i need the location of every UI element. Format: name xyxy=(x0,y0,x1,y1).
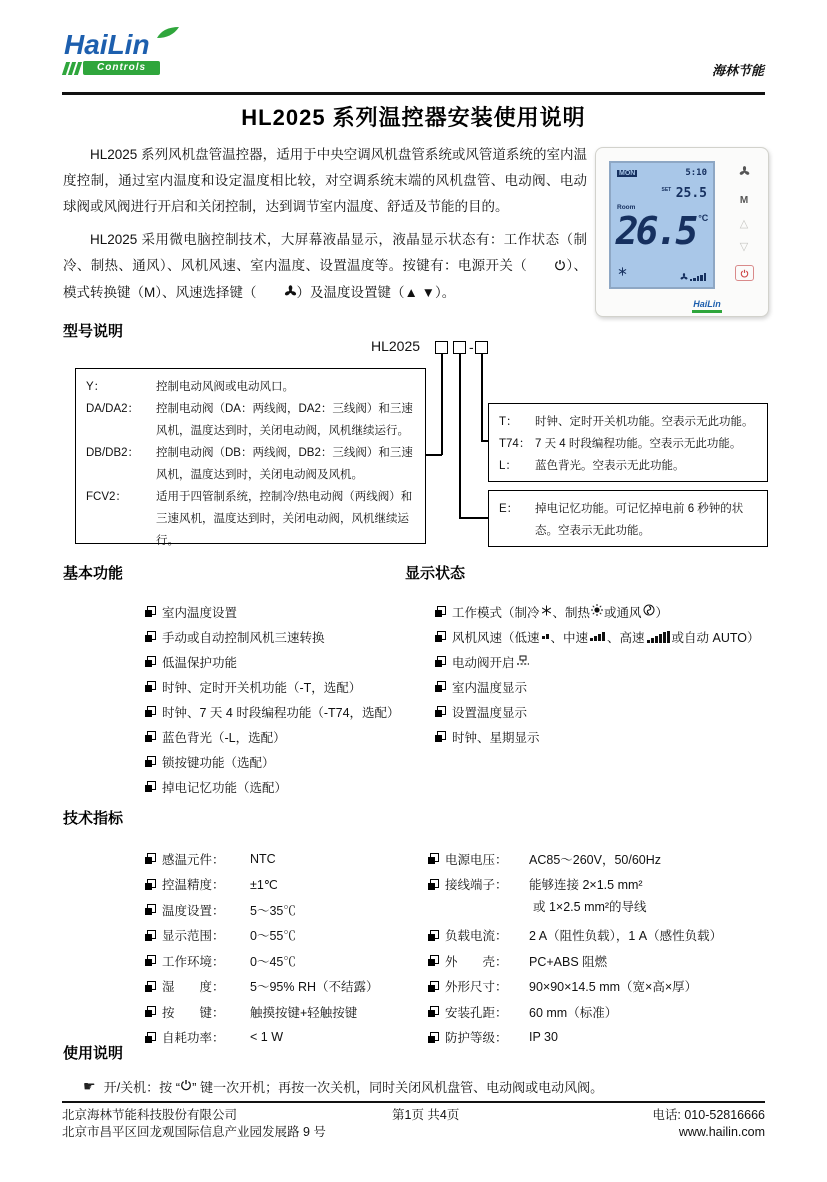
option-desc: 控制电动阀（DB：两线阀，DB2：三线阀）和三速风机，温度达到时，关闭电动阀及风机。 xyxy=(156,447,413,481)
fan-speed-high-icon xyxy=(647,631,670,643)
option-code: E： xyxy=(499,503,519,515)
bullet-icon xyxy=(145,631,156,642)
spec-row xyxy=(145,923,425,949)
mode-key: M xyxy=(739,195,749,206)
feature-text: 低温保护功能 xyxy=(162,655,238,670)
feature-text: 蓝色背光（-L，选配） xyxy=(162,730,286,745)
spec-label: 温度设置： xyxy=(162,903,225,918)
option-desc: 蓝色背光。空表示无此功能。 xyxy=(535,460,685,472)
bullet-icon xyxy=(145,981,156,992)
spec-label: 显示范围： xyxy=(162,929,225,944)
pointing-hand-icon: ☛ xyxy=(83,1078,96,1094)
spec-label: 接线端子： xyxy=(445,878,508,893)
footer-company: 北京海林节能科技股份有限公司 xyxy=(62,1108,238,1122)
option-code: DB/DB2： xyxy=(86,447,140,459)
feature-text: 锁按键功能（选配） xyxy=(162,755,275,770)
section-basic-functions xyxy=(63,562,408,799)
feature-text: 工作模式（制冷 xyxy=(452,605,540,620)
lcd-status-row xyxy=(618,263,706,281)
footer-phone: 电话: 010-52816666 xyxy=(652,1108,765,1122)
cool-snowflake-icon xyxy=(541,605,552,619)
device-brand xyxy=(692,300,722,313)
model-diagram xyxy=(75,338,775,556)
bullet-icon xyxy=(145,681,156,692)
bullet-icon xyxy=(145,781,156,792)
fan-key-icon xyxy=(739,164,750,182)
option-code: L： xyxy=(499,460,517,472)
option-desc: 时钟、定时开关机功能。空表示无此功能。 xyxy=(535,416,754,428)
spec-row xyxy=(428,974,773,1000)
logo-wordmark: HaiLin xyxy=(64,29,150,60)
intro-p2-seg1: HL2025 采用微电脑控制技术，大屏幕液晶显示，液晶显示状态有：工作状态（制冷、制热、通风）、风机风速、室内温度、设置温度等。按键有：电源开关（ xyxy=(63,232,587,273)
usage-item xyxy=(83,1077,773,1096)
bullet-icon xyxy=(435,606,446,617)
feature-text: 室内温度设置 xyxy=(162,605,238,620)
model-option-row xyxy=(86,398,415,442)
feature-text: 、高速 xyxy=(607,630,645,645)
spec-value: 90×90×14.5 mm（宽×高×厚） xyxy=(529,980,698,995)
bullet-icon xyxy=(145,955,156,966)
lcd-set-value: 25.5 xyxy=(675,186,707,201)
section-heading-usage: 使用说明 xyxy=(63,1045,124,1062)
spec-label: 湿 度： xyxy=(162,980,225,995)
footer-website: www.hailin.com xyxy=(678,1125,765,1139)
lcd-temp-value: 26.5 xyxy=(615,209,696,253)
spec-value: < 1 W xyxy=(250,1030,283,1045)
spec-value: IP 30 xyxy=(529,1030,558,1045)
model-left-box xyxy=(75,368,426,547)
header-rule xyxy=(62,92,765,95)
spec-label: 外 壳： xyxy=(445,954,508,969)
footer-address: 北京市昌平区回龙观国际信息产业园发展路 9 号 xyxy=(62,1125,326,1139)
feature-item xyxy=(145,724,408,749)
page-title: HL2025 系列温控器安装使用说明 xyxy=(241,105,586,130)
bullet-icon xyxy=(145,930,156,941)
logo-controls-label: Controls xyxy=(83,61,160,75)
section-heading-model: 型号说明 xyxy=(63,323,124,340)
spec-value: 2 A（阻性负载），1 A（感性负载） xyxy=(529,929,723,944)
feature-text: 电动阀开启 xyxy=(452,655,515,670)
footer-contact-block xyxy=(585,1107,765,1141)
spec-label: 自耗功率： xyxy=(162,1031,225,1046)
footer-company-block xyxy=(62,1107,392,1141)
lcd-temp-unit: °C xyxy=(698,213,709,223)
feature-text: 、制热 xyxy=(552,605,591,620)
model-option-row xyxy=(86,376,415,398)
footer-page-number: 第1页 共4页 xyxy=(392,1108,460,1122)
connector-line xyxy=(481,354,483,441)
feature-item xyxy=(145,699,408,724)
bullet-icon xyxy=(428,930,439,941)
bullet-icon xyxy=(145,731,156,742)
spec-value: 0～45℃ xyxy=(250,954,296,969)
feature-item xyxy=(435,599,795,624)
connector-line xyxy=(441,354,443,455)
lcd-snowflake-icon xyxy=(618,263,627,281)
tagline: 海林节能 xyxy=(711,63,764,78)
feature-text: 手动或自动控制风机三速转换 xyxy=(162,630,325,645)
bullet-icon xyxy=(428,1006,439,1017)
spec-label: 防护等级： xyxy=(445,1031,508,1046)
spec-value-line2: 或 1×2.5 mm²的导线 xyxy=(533,900,647,914)
model-option-row xyxy=(499,433,757,455)
connector-line xyxy=(459,354,461,518)
tech-left-column xyxy=(145,846,425,1050)
spec-row xyxy=(428,999,773,1025)
feature-text: ） xyxy=(655,605,669,620)
bullet-icon xyxy=(428,981,439,992)
option-desc: 掉电记忆功能。可记忆掉电前 6 秒钟的状态。空表示无此功能。 xyxy=(535,503,744,537)
option-code: Y： xyxy=(86,381,106,393)
bullet-icon xyxy=(435,631,446,642)
lcd-day: MON xyxy=(619,169,636,177)
spec-label: 外形尺寸： xyxy=(445,980,508,995)
feature-text: 室内温度显示 xyxy=(452,680,528,695)
feature-item xyxy=(435,674,795,699)
usage-text: ” 键一次开机；再按一次关机，同时关闭风机盘管、电动阀或电动风阀。 xyxy=(192,1080,604,1095)
spec-row xyxy=(145,999,425,1025)
feature-text: 时钟、定时开关机功能（-T，选配） xyxy=(162,680,362,695)
model-code-box-2 xyxy=(453,341,466,354)
device-brand-bar xyxy=(692,310,722,313)
spec-row xyxy=(428,948,773,974)
section-heading-display: 显示状态 xyxy=(405,565,466,582)
lcd-room-label: Room xyxy=(617,204,636,211)
lcd-fan-speed-indicator xyxy=(680,273,707,281)
vent-fan-icon xyxy=(643,604,655,619)
feature-text: 设置温度显示 xyxy=(452,705,528,720)
model-code-box-3 xyxy=(475,341,488,354)
feature-item xyxy=(145,649,408,674)
spec-value: 触摸按键+轻触按键 xyxy=(250,1005,358,1020)
feature-item xyxy=(435,724,795,749)
bullet-icon xyxy=(145,606,156,617)
up-key: △ xyxy=(739,218,749,230)
lcd-fan-bars-icon xyxy=(690,273,707,281)
option-desc: 7 天 4 时段编程功能。空表示无此功能。 xyxy=(535,438,742,450)
thermostat-buttons xyxy=(727,164,761,281)
feature-text: 掉电记忆功能（选配） xyxy=(162,780,288,795)
model-code-box-1 xyxy=(435,341,448,354)
usage-text: 开/关机：按 “ xyxy=(103,1080,181,1095)
model-option-row xyxy=(499,411,757,433)
spec-label: 负载电流： xyxy=(445,929,508,944)
model-option-row xyxy=(499,498,757,542)
bullet-icon xyxy=(435,656,446,667)
bullet-icon xyxy=(428,853,439,864)
spec-row xyxy=(145,846,425,872)
page-footer xyxy=(62,1101,765,1141)
section-usage xyxy=(63,1042,773,1096)
power-icon xyxy=(527,254,566,280)
feature-text: 或自动 AUTO） xyxy=(671,630,760,645)
intro-paragraph-2 xyxy=(63,227,587,307)
fan-icon xyxy=(257,281,297,307)
connector-line xyxy=(426,454,442,456)
spec-label: 按 键： xyxy=(162,1005,225,1020)
heat-sun-icon xyxy=(591,604,603,619)
spec-row xyxy=(428,872,773,898)
section-tech-specs xyxy=(63,807,773,1046)
hailin-logo xyxy=(64,30,214,92)
feature-text: 风机风速（低速 xyxy=(452,630,540,645)
bullet-icon xyxy=(435,681,446,692)
option-code: T： xyxy=(499,416,518,428)
logo-stripes-icon xyxy=(64,62,80,75)
spec-value: 5～35℃ xyxy=(250,903,296,918)
section-heading-tech: 技术指标 xyxy=(63,810,124,827)
model-option-row xyxy=(86,486,415,552)
feature-item xyxy=(435,624,795,649)
spec-value: 60 mm（标准） xyxy=(529,1005,618,1020)
spec-label: 感温元件： xyxy=(162,852,225,867)
bullet-icon xyxy=(145,879,156,890)
feature-text: 或通风 xyxy=(604,605,642,620)
device-brand-word: HaiLin xyxy=(693,299,721,309)
model-right-box-2 xyxy=(488,490,768,547)
model-option-row xyxy=(499,455,757,477)
feature-text: 、中速 xyxy=(550,630,589,645)
power-icon xyxy=(180,1079,192,1094)
bullet-icon xyxy=(145,904,156,915)
spec-value: NTC xyxy=(250,851,276,866)
spec-label: 工作环境： xyxy=(162,954,225,969)
option-desc: 控制电动阀（DA：两线阀，DA2：三线阀）和三速风机，温度达到时，关闭电动阀，风机继续运行。 xyxy=(156,403,413,437)
feature-item xyxy=(145,599,408,624)
spec-row xyxy=(428,846,773,872)
fan-speed-mid-icon xyxy=(590,632,605,641)
model-dash: - xyxy=(469,339,474,355)
power-key xyxy=(735,265,754,281)
spec-label: 电源电压： xyxy=(445,852,508,867)
option-code: T74： xyxy=(499,438,531,450)
model-prefix: HL2025 xyxy=(371,338,421,354)
feature-item xyxy=(435,699,795,724)
connector-line xyxy=(459,517,488,519)
feature-item xyxy=(145,749,408,774)
feature-item xyxy=(435,649,795,674)
spec-value: 能够连接 2×1.5 mm² xyxy=(529,878,643,893)
bullet-icon xyxy=(145,853,156,864)
spec-row xyxy=(145,948,425,974)
bullet-icon xyxy=(145,1006,156,1017)
thermostat-lcd xyxy=(609,161,715,289)
leaf-icon xyxy=(156,26,180,44)
spec-value: AC85～260V，50/60Hz xyxy=(529,852,662,867)
lcd-temperature xyxy=(617,211,707,251)
spec-label: 安装孔距： xyxy=(445,1005,508,1020)
feature-text: 时钟、7 天 4 时段编程功能（-T74，选配） xyxy=(162,705,400,720)
spec-row xyxy=(145,872,425,898)
option-code: FCV2： xyxy=(86,491,127,503)
feature-item xyxy=(145,624,408,649)
thermostat-image xyxy=(595,147,769,317)
intro-p2-seg3: ）及温度设置键（▲ ▼）。 xyxy=(296,285,456,300)
spec-row xyxy=(428,923,773,949)
bullet-icon xyxy=(145,656,156,667)
fan-speed-low-icon xyxy=(542,634,549,639)
down-key: ▽ xyxy=(739,241,749,253)
valve-open-icon xyxy=(516,655,530,669)
spec-row xyxy=(145,974,425,1000)
lcd-time: 5:10 xyxy=(685,168,707,178)
spec-value: PC+ABS 阻燃 xyxy=(529,954,608,969)
bullet-icon xyxy=(428,955,439,966)
section-display-status xyxy=(405,562,795,749)
feature-text: 时钟、星期显示 xyxy=(452,730,540,745)
intro-text xyxy=(63,142,587,314)
spec-value: ±1℃ xyxy=(250,877,278,892)
lcd-setpoint xyxy=(617,184,707,202)
bullet-icon xyxy=(145,706,156,717)
lcd-fan-icon xyxy=(680,273,688,281)
section-heading-basic: 基本功能 xyxy=(63,565,124,582)
spec-label: 控温精度： xyxy=(162,878,225,893)
option-desc: 控制电动风阀或电动风口。 xyxy=(156,381,294,393)
feature-item xyxy=(145,774,408,799)
bullet-icon xyxy=(145,756,156,767)
feature-item xyxy=(145,674,408,699)
option-code: DA/DA2： xyxy=(86,403,140,415)
logo-controls-bar xyxy=(64,61,214,75)
tech-right-column xyxy=(428,846,773,1050)
intro-p2-seg2: ）、模式转换键（M）、风速选择键（ xyxy=(63,258,588,300)
intro-paragraph-1: HL2025 系列风机盘管温控器，适用于中央空调风机盘管系统或风管道系统的室内温度控制，通过室内温度和设定温度相比较，对空调系统末端的风机盘管、电动阀、电动球阀或风阀进行开启和关闭控制，达到调节室内温度、舒适及节能的目的。 xyxy=(63,147,587,214)
lcd-set-label: SET xyxy=(661,187,672,193)
bullet-icon xyxy=(435,706,446,717)
option-desc: 适用于四管制系统，控制冷/热电动阀（两线阀）和三速风机，温度达到时，关闭电动阀，风机继续运行。 xyxy=(156,491,413,547)
model-option-row xyxy=(86,442,415,486)
connector-line xyxy=(481,440,488,442)
lcd-top-row xyxy=(617,168,707,178)
spec-value: 5～95% RH（不结露） xyxy=(250,980,379,995)
spec-row xyxy=(145,897,425,923)
bullet-icon xyxy=(428,879,439,890)
model-right-box-1 xyxy=(488,403,768,482)
spec-value: 0～55℃ xyxy=(250,929,296,944)
bullet-icon xyxy=(435,731,446,742)
